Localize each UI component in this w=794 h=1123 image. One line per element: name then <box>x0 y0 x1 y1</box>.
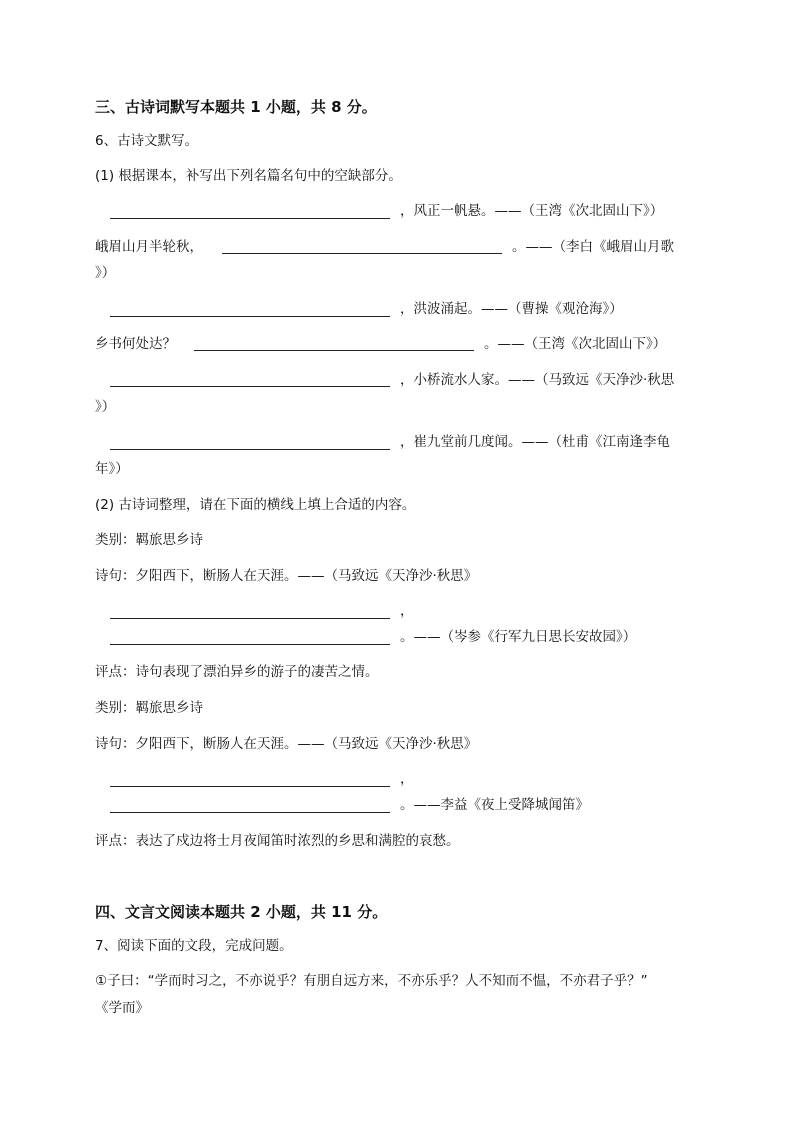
answer-blank-9[interactable] <box>110 786 390 787</box>
answer-blank-2[interactable] <box>222 253 502 254</box>
answer-blank-4[interactable] <box>194 350 474 351</box>
line-4-suffix: 。——（王湾《次北固山下》） <box>484 336 667 352</box>
question-7-title: 7、阅读下面的文段，完成问题。 <box>95 938 293 954</box>
section-4-heading: 四、文言文阅读本题共 2 小题，共 11 分。 <box>95 903 388 921</box>
question-6-title: 6、古诗文默写。 <box>95 133 199 149</box>
line-3-text: ，洪波涌起。——（曹操《观沧海》） <box>400 301 623 317</box>
line-2-wrap: 》） <box>95 265 116 281</box>
line-2-prefix: 峨眉山月半轮秋， <box>95 239 203 255</box>
group-2-comma: ， <box>400 771 414 787</box>
group-1-source: 。——（岑参《行军九日思长安故园》） <box>400 629 637 645</box>
line-1-text: ，风正一帆悬。——（王湾《次北固山下》） <box>400 203 664 219</box>
line-5-wrap: 》） <box>95 399 116 415</box>
line-6-text: ，崔九堂前几度闻。——（杜甫《江南逢李龟 <box>400 434 670 450</box>
answer-blank-3[interactable] <box>110 316 390 317</box>
passage-line-2: 《学而》 <box>95 1000 149 1016</box>
group-1-comment: 评点：诗句表现了漂泊异乡的游子的凄苦之情。 <box>95 664 379 680</box>
answer-blank-8[interactable] <box>110 644 390 645</box>
line-2-suffix: 。——（李白《峨眉山月歌 <box>512 239 674 255</box>
passage-line-1: ①子曰：“学而时习之，不亦说乎？有朋自远方来，不亦乐乎？人不知而不愠，不亦君子乎？” <box>95 973 648 989</box>
section-3-heading: 三、古诗词默写本题共 1 小题，共 8 分。 <box>95 98 377 116</box>
answer-blank-7[interactable] <box>110 618 390 619</box>
answer-blank-10[interactable] <box>110 812 390 813</box>
group-2-source: 。——李益《夜上受降城闻笛》 <box>400 797 589 813</box>
group-2-verse: 诗句：夕阳西下，断肠人在天涯。——（马致远《天净沙·秋思》 <box>95 736 478 752</box>
line-5-text: ，小桥流水人家。——（马致远《天净沙·秋思 <box>400 372 675 388</box>
group-1-verse: 诗句：夕阳西下，断肠人在天涯。——（马致远《天净沙·秋思》 <box>95 568 478 584</box>
part-1-instruction: (1) 根据课本，补写出下列名篇名句中的空缺部分。 <box>95 168 402 184</box>
answer-blank-5[interactable] <box>110 386 390 387</box>
part-2-instruction: (2) 古诗词整理，请在下面的横线上填上合适的内容。 <box>95 497 416 513</box>
answer-blank-6[interactable] <box>110 449 390 450</box>
answer-blank-1[interactable] <box>110 218 390 219</box>
group-2-comment: 评点：表达了戍边将士月夜闻笛时浓烈的乡思和满腔的哀愁。 <box>95 833 460 849</box>
line-6-wrap: 年》） <box>95 461 129 477</box>
group-1-category: 类别：羁旅思乡诗 <box>95 532 203 548</box>
group-1-comma: ， <box>400 603 414 619</box>
line-4-prefix: 乡书何处达？ <box>95 336 176 352</box>
group-2-category: 类别：羁旅思乡诗 <box>95 700 203 716</box>
